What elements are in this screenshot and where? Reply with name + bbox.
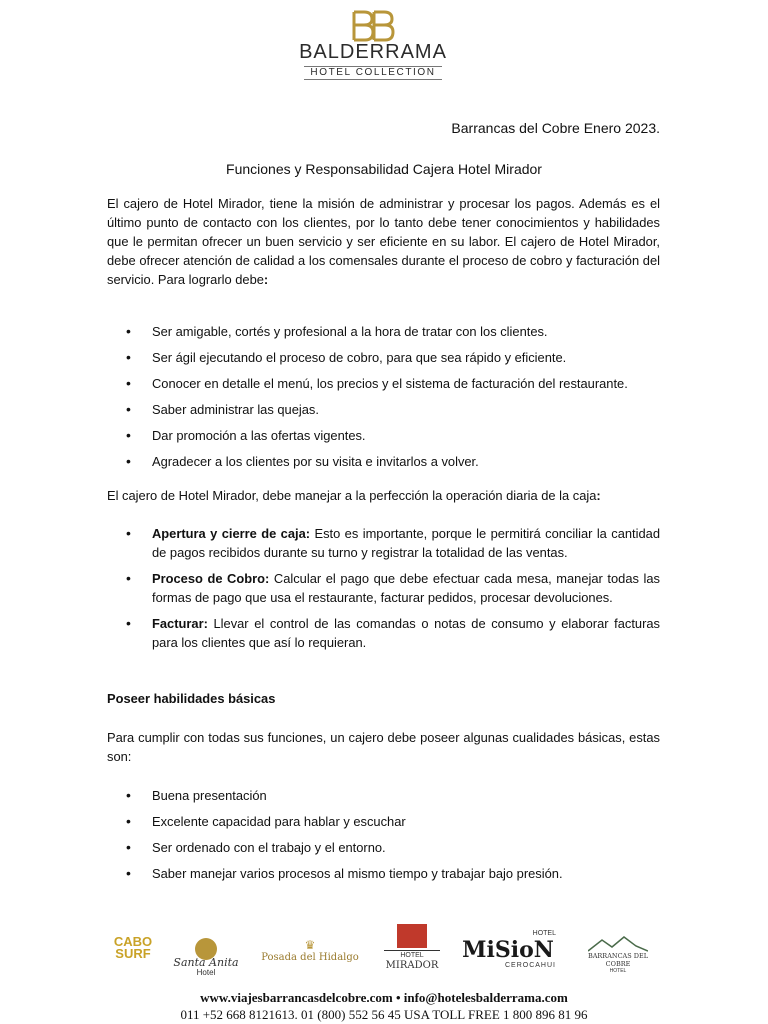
para2-colon: : <box>596 488 601 503</box>
posada-logo <box>260 938 360 963</box>
item-text: Esto es importante, porque le permitirá conciliar la cantidad de pagos recibidos durante su turno y registrar la totalidad de las ventas. <box>152 526 660 560</box>
barrancas-name: BARRANCAS DEL COBRE <box>587 952 649 968</box>
item-text: Calcular el pago que debe efectuar cada mesa, manejar todas las formas de pago que usa el restaurante, facturar pedidos, procesar devoluciones. <box>152 571 660 605</box>
item-text: Llevar el control de las comandas o notas de consumo y elaborar facturas para los clientes que así lo requieran. <box>152 616 660 650</box>
document-title: Funciones y Responsabilidad Cajera Hotel Mirador <box>226 161 542 177</box>
footer-phone-line: 011 +52 668 8121613. 01 (800) 552 56 45 USA TOLL FREE 1 800 896 81 96 <box>180 1007 588 1022</box>
bullet-list-2 <box>107 524 660 652</box>
santa-anita-name: Santa Anita <box>173 956 239 969</box>
list-item: • Ser ordenado con el trabajo y el entorno. <box>107 838 660 857</box>
cabo-top: CABO <box>113 934 153 949</box>
cabo-surf-logo <box>110 936 156 960</box>
bb-monogram-icon <box>348 10 398 42</box>
section-heading: Poseer habilidades básicas <box>107 691 276 706</box>
item-label: Apertura y cierre de caja: <box>152 526 311 541</box>
list-item <box>107 524 660 562</box>
list-item: • Saber manejar varios procesos al mismo tiempo y trabajar bajo presión. <box>107 864 660 883</box>
list-item <box>107 614 660 652</box>
mision-sub: CEROCAHUI <box>504 962 556 969</box>
item-label: Facturar: <box>152 616 208 631</box>
balderrama-logo <box>288 10 458 80</box>
mision-name: MiSioN <box>462 937 554 963</box>
intro-colon: : <box>263 272 269 287</box>
barrancas-logo <box>576 936 660 974</box>
mision-small: HOTEL <box>532 930 556 937</box>
list-item <box>107 569 660 607</box>
paragraph-2 <box>107 486 660 505</box>
intro-paragraph <box>107 194 660 289</box>
list-item: • Conocer en detalle el menú, los precios y el sistema de facturación del restaurante. <box>107 374 660 393</box>
list-item: • Ser ágil ejecutando el proceso de cobro, para que sea rápido y eficiente. <box>107 348 660 367</box>
list-item: • Excelente capacidad para hablar y escuchar <box>107 812 660 831</box>
bullet-list-1 <box>107 322 660 471</box>
list-item: • Dar promoción a las ofertas vigentes. <box>107 426 660 445</box>
list-item: • Saber administrar las quejas. <box>107 400 660 419</box>
mirador-name: MIRADOR <box>385 960 439 971</box>
bullet-list-3 <box>107 786 660 883</box>
crown-icon: ♛ <box>304 938 316 952</box>
item-label: Proceso de Cobro: <box>152 571 270 586</box>
mirador-logo <box>384 924 440 972</box>
santa-anita-sub: Hotel <box>196 968 216 977</box>
intro-text: El cajero de Hotel Mirador, tiene la misión de administrar y procesar los pagos. Además es el último punto de contacto con los clientes, por lo tanto debe tener conocimientos y habilidades que le permitan ofrecer un buen servicio y ser eficiente en su labor. El cajero de Hotel Mirador, debe ofrecer atención de calidad a los comensales durante el proceso de cobro y facturación del servicio. Para lograrlo debe <box>107 196 660 287</box>
date-line: Barrancas del Cobre Enero 2023. <box>451 120 660 136</box>
santa-anita-logo <box>168 938 244 977</box>
barrancas-sub: HOTEL <box>609 968 627 974</box>
mirador-top: HOTEL <box>384 950 440 960</box>
paragraph-3: Para cumplir con todas sus funciones, un cajero debe poseer algunas cualidades básicas, estas son: <box>107 730 660 764</box>
para2-text: El cajero de Hotel Mirador, debe manejar a la perfección la operación diaria de la caja <box>107 488 597 503</box>
mision-logo <box>460 930 556 970</box>
list-item: • Ser amigable, cortés y profesional a la hora de tratar con los clientes. <box>107 322 660 341</box>
footer-web-line: www.viajesbarrancasdelcobre.com • info@hotelesbalderrama.com <box>200 990 568 1005</box>
mountains-icon <box>588 936 648 952</box>
brand-name: BALDERRAMA <box>299 41 447 63</box>
list-item: • Agradecer a los clientes por su visita e invitarlos a volver. <box>107 452 660 471</box>
list-item: • Buena presentación <box>107 786 660 805</box>
brand-collection: HOTEL COLLECTION <box>304 66 441 80</box>
cabo-bottom: SURF <box>115 946 151 961</box>
mirador-building-icon <box>397 924 427 948</box>
footer-logos <box>100 922 670 986</box>
posada-name: Posada del Hidalgo <box>261 952 359 963</box>
